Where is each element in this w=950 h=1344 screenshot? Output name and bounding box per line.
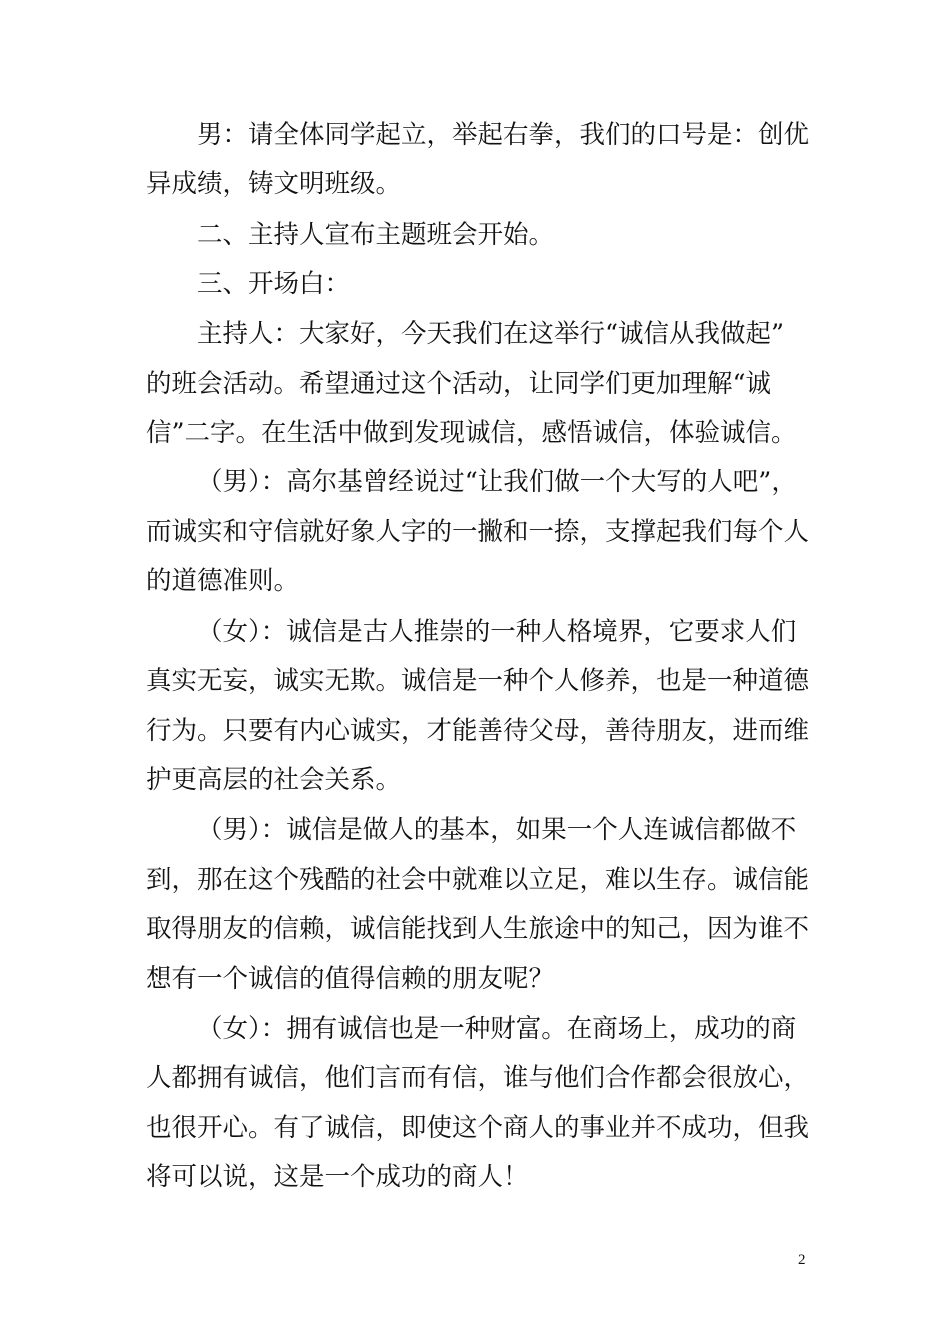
text-line: 真实无妄，诚实无欺。诚信是一种个人修养，也是一种道德	[146, 666, 810, 696]
text-line: 主持人：大家好，今天我们在这举行“诚信从我做起”	[197, 319, 785, 349]
text-line: 将可以说，这是一个成功的商人！	[146, 1162, 529, 1192]
text-line: 护更高层的社会关系。	[146, 765, 402, 795]
text-line: （女）：拥有诚信也是一种财富。在商场上，成功的商	[197, 1014, 797, 1044]
text-line: 男：请全体同学起立，举起右拳，我们的口号是：创优	[197, 120, 810, 150]
text-line: 二、主持人宣布主题班会开始。	[197, 220, 555, 250]
text-line: 的道德准则。	[146, 566, 300, 596]
page-number: 2	[798, 1252, 806, 1268]
text-line: 想有一个诚信的值得信赖的朋友呢？	[146, 964, 555, 994]
text-line: 行为。只要有内心诚实，才能善待父母，善待朋友，进而维	[146, 716, 810, 746]
text-line: 信”二字。在生活中做到发现诚信，感悟诚信，体验诚信。	[146, 418, 797, 448]
text-line: （男）：诚信是做人的基本，如果一个人连诚信都做不	[197, 815, 797, 845]
text-line: 而诚实和守信就好象人字的一撇和一捺，支撑起我们每个人	[146, 517, 810, 547]
text-line: 取得朋友的信赖，诚信能找到人生旅途中的知己，因为谁不	[146, 914, 810, 944]
text-line: 的班会活动。希望通过这个活动，让同学们更加理解“诚	[146, 369, 772, 399]
text-line: 也很开心。有了诚信，即使这个商人的事业并不成功，但我	[146, 1113, 810, 1143]
text-line: 异成绩，铸文明班级。	[146, 169, 402, 199]
text-line: 人都拥有诚信，他们言而有信，谁与他们合作都会很放心，	[146, 1063, 810, 1093]
text-line: （女）：诚信是古人推崇的一种人格境界，它要求人们	[197, 617, 797, 647]
text-line: 到，那在这个残酷的社会中就难以立足，难以生存。诚信能	[146, 865, 810, 895]
text-line: （男）：高尔基曾经说过“让我们做一个大写的人吧”，	[197, 467, 797, 497]
text-line: 三、开场白：	[197, 269, 351, 299]
